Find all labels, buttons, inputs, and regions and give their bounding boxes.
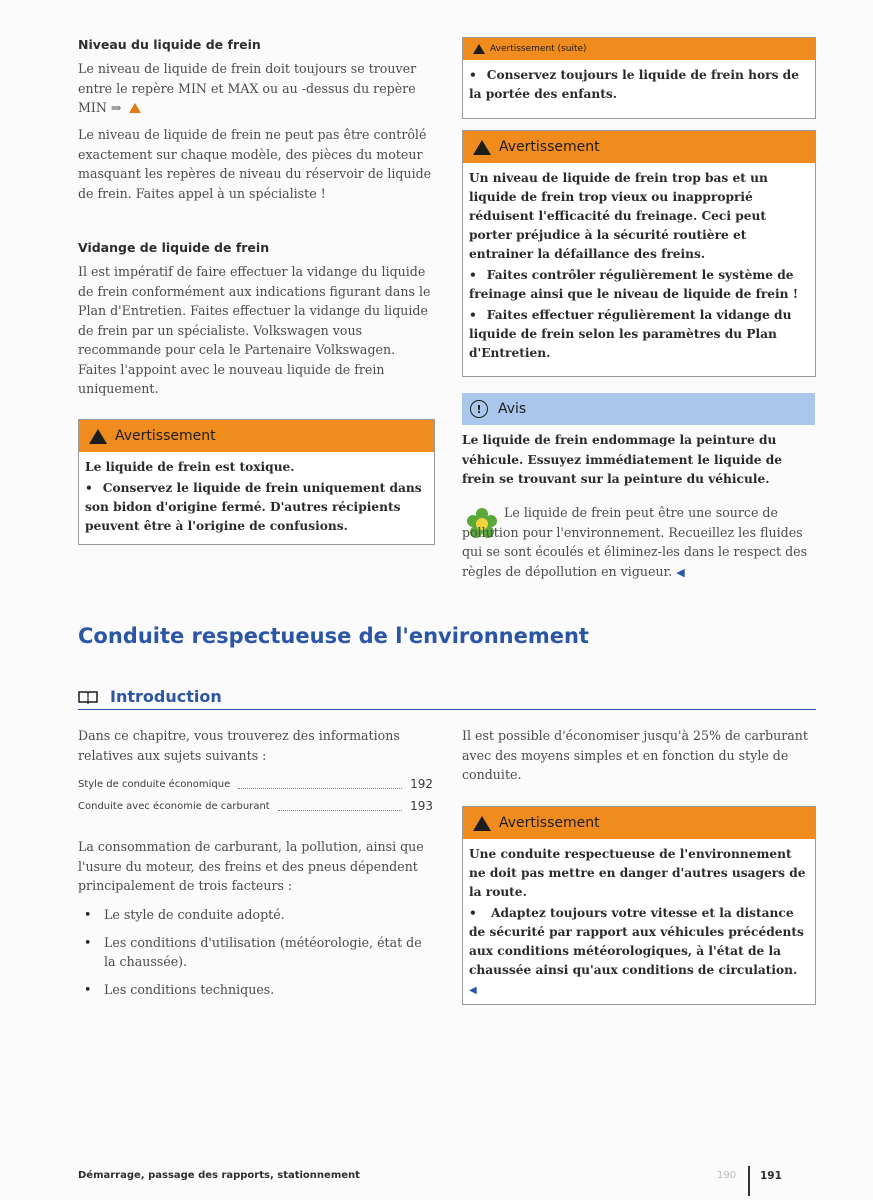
end-arrow-icon: ◀ [676,565,685,579]
warning-line: Un niveau de liquide de frein trop bas et un liquide de frein trop vieux ou inapproprié réduisent l'efficacité du freinage. Ceci peut porter préjudice à la sécurité routière et entrainer la défaillance des freins. [469,171,768,261]
brake-level-paragraph-2: Le niveau de liquide de frein ne peut pas être contrôlé exactement sur chaque modèle, des pièces du moteur masquant les repères de niveau du réservoir de liquide de frein. Faites appel à un spécialiste ! [78,127,432,201]
toc-page-number: 193 [410,799,433,813]
notice-paint-text: Le liquide de frein endommage la peinture du véhicule. Essuyez immédiatement le liquide de frein se trouvant sur la peinture du véhicule. [462,433,783,486]
brake-drain-heading: Vidange de liquide de frein [78,240,270,255]
toc-page-number: 192 [410,777,433,791]
brake-drain-paragraph: Il est impératif de faire effectuer la vidange du liquide de frein conformément aux indications figurant dans le Plan d'Entretien. Faites effectuer la vidange du liquide de frein par un spécialiste. Volkswagen vous recommande pour cela le Partenaire Volkswagen. Faites l'appoint avec le nouveau liquide de frein uniquement. [78,264,431,396]
intro-toc [78,773,433,817]
warning-bullet: • Faites effectuer régulièrement la vidange du liquide de frein selon les paramètres du Plan d'Entretien. [469,306,807,363]
footer-divider [748,1166,750,1196]
toc-row-fuel-economy[interactable] [78,795,433,817]
warning-box-eco-driving [462,806,816,1005]
warning-body [463,60,815,113]
warning-header [463,131,815,163]
warning-box-toxic [78,419,435,545]
toc-label: Style de conduite économique [78,778,231,790]
brake-level-p1-text: Le niveau de liquide de frein doit toujours se trouver entre le repère MIN et MAX ou au -dessus du repère MIN ⇒ [78,61,417,115]
brake-level-paragraph-1 [78,59,433,118]
intro-paragraph-2: La consommation de carburant, la pollution, ainsi que l'usure du moteur, des freins et des pneus dépendent principalement de trois facteurs : [78,839,424,893]
footer-chapter-title: Démarrage, passage des rapports, stationnement [78,1170,360,1181]
book-icon [78,689,98,703]
end-arrow-icon: ◀ [469,985,477,996]
warning-triangle-icon [473,140,491,155]
warning-triangle-icon [473,44,485,54]
list-item: • Le style de conduite adopté. [78,905,433,925]
warning-bullet-text: Adaptez toujours votre vitesse et la distance de sécurité par rapport aux véhicules précédents aux conditions météorologiques, à l'état de la chaussée ainsi qu'aux conditions de circulation. [469,906,804,977]
info-circle-icon: ! [470,400,488,418]
footer-page-previous: 190 [717,1170,737,1181]
toc-label: Conduite avec économie de carburant [78,800,270,812]
warning-header-label: Avertissement (suite) [490,44,587,54]
list-item: • Les conditions techniques. [78,980,433,1000]
list-item: • Les conditions d'utilisation (météorologie, état de la chaussée). [78,933,433,972]
footer-page-current: 191 [760,1170,782,1182]
notice-header [462,393,815,425]
warning-triangle-icon [129,103,141,113]
warning-header-label: Avertissement [499,139,600,155]
warning-header-label: Avertissement [115,428,216,444]
notice-environment-text [462,503,814,582]
brake-level-heading: Niveau du liquide de frein [78,37,261,52]
warning-header [463,38,815,60]
introduction-heading: Introduction [110,686,222,706]
toc-row-economical-style[interactable] [78,773,433,795]
warning-header [463,807,815,839]
warning-bullet: • Conservez toujours le liquide de frein hors de la portée des enfants. [469,66,807,104]
section-title: Conduite respectueuse de l'environnement [78,624,589,648]
notice-header-label: Avis [498,401,527,417]
notice-box [462,393,815,425]
warning-header-label: Avertissement [499,815,600,831]
toc-leader-dots [238,780,402,789]
warning-body [463,839,815,1009]
toc-leader-dots [278,802,402,811]
introduction-heading-bar [78,683,816,710]
warning-triangle-icon [89,429,107,444]
warning-body [463,163,815,372]
fuel-saving-paragraph: Il est possible d'économiser jusqu'à 25% de carburant avec des moyens simples et en fonction du style de conduite. [462,728,808,782]
warning-body [79,452,434,545]
warning-line: Une conduite respectueuse de l'environnement ne doit pas mettre en danger d'autres usagers de la route. [469,847,806,899]
warning-bullet [469,904,807,1000]
factors-list [78,905,433,1007]
warning-bullet: • Faites contrôler régulièrement le système de freinage ainsi que le niveau de liquide de frein ! [469,266,807,304]
warning-box-brake-efficiency [462,130,816,377]
warning-bullet: • Conservez le liquide de frein uniquement dans son bidon d'origine fermé. D'autres récipients peuvent être à l'origine de confusions. [85,479,426,536]
warning-header [79,420,434,452]
warning-triangle-icon [473,816,491,831]
warning-box-continued [462,37,816,119]
intro-paragraph-1: Dans ce chapitre, vous trouverez des informations relatives aux sujets suivants : [78,728,400,763]
notice-environment-text-content: Le liquide de frein peut être une source de pollution pour l'environnement. Recueillez les fluides qui se sont écoulés et éliminez-les dans le respect des règles de dépollution en vigueur. [462,505,808,579]
warning-line: Le liquide de frein est toxique. [85,460,295,474]
